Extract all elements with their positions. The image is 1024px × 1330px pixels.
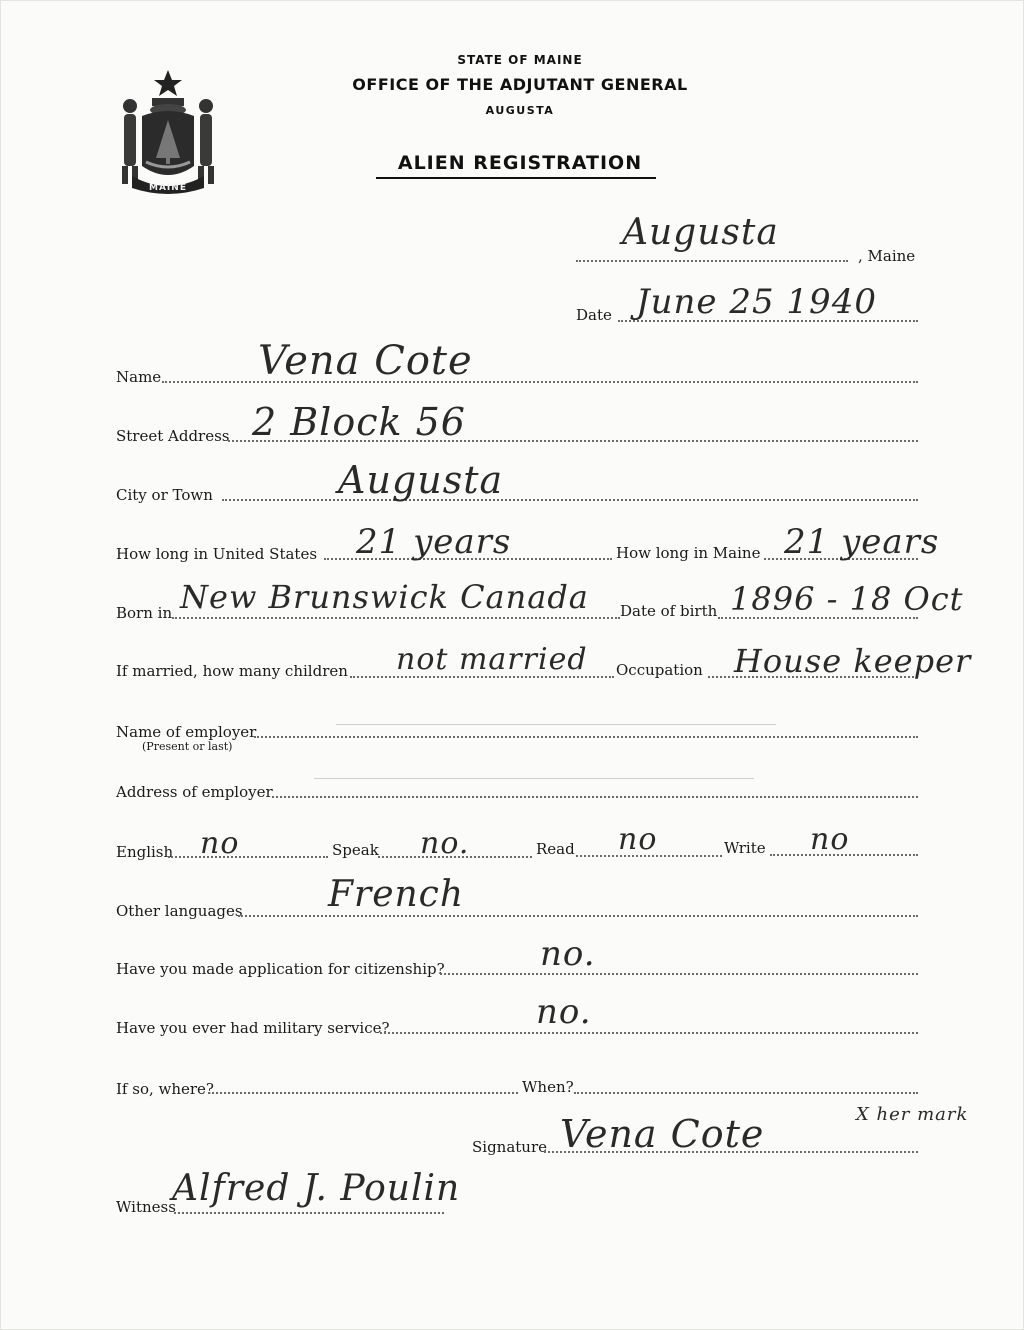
citizenship-label: Have you made application for citizenship?	[116, 960, 445, 978]
signature-label: Signature	[472, 1138, 548, 1156]
when-label: When?	[522, 1078, 574, 1096]
employer-sublabel: (Present or last)	[142, 740, 233, 753]
english-line	[168, 856, 328, 858]
header-office: OFFICE OF THE ADJUTANT GENERAL	[352, 75, 688, 94]
header-city: AUGUSTA	[485, 104, 555, 117]
header-state: STATE OF MAINE	[457, 53, 583, 67]
name-label: Name	[116, 368, 162, 386]
write-label: Write	[724, 839, 766, 857]
born-line	[172, 617, 620, 619]
title-underline	[376, 177, 656, 179]
write-value[interactable]: no	[810, 822, 850, 857]
speak-value[interactable]: no.	[420, 826, 470, 861]
employer-address-label: Address of employer	[116, 783, 273, 801]
city-value[interactable]: Augusta	[338, 458, 504, 502]
place-suffix: , Maine	[858, 247, 916, 265]
maine-duration-value[interactable]: 21 years	[784, 522, 940, 562]
military-line	[380, 1032, 918, 1034]
citizenship-value[interactable]: no.	[540, 934, 596, 974]
employer-line	[254, 736, 918, 738]
born-value[interactable]: New Brunswick Canada	[180, 578, 589, 616]
when-line[interactable]	[574, 1092, 918, 1094]
employer-label: Name of employer	[116, 723, 257, 741]
other-languages-label: Other languages	[116, 902, 243, 920]
us-duration-value[interactable]: 21 years	[356, 522, 512, 562]
witness-value[interactable]: Alfred J. Poulin	[172, 1168, 461, 1209]
read-label: Read	[536, 840, 575, 858]
children-value[interactable]: not married	[396, 642, 588, 677]
place-value[interactable]: Augusta	[622, 212, 779, 253]
military-label: Have you ever had military service?	[116, 1019, 390, 1037]
employer-faint-mark	[336, 724, 776, 725]
form-title: ALIEN REGISTRATION	[397, 152, 643, 174]
speak-label: Speak	[332, 841, 379, 859]
occupation-label: Occupation	[616, 661, 703, 679]
read-value[interactable]: no	[618, 822, 658, 857]
children-label: If married, how many children	[116, 662, 348, 680]
us-duration-label: How long in United States	[116, 545, 318, 563]
date-value[interactable]: June 25 1940	[636, 282, 877, 322]
place-line	[576, 260, 848, 262]
english-value[interactable]: no	[200, 826, 240, 861]
dob-label: Date of birth	[620, 602, 718, 620]
other-languages-line	[238, 915, 918, 917]
signature-value[interactable]: Vena Cote	[560, 1112, 765, 1156]
street-value[interactable]: 2 Block 56	[252, 400, 466, 444]
english-label: English	[116, 843, 174, 861]
citizenship-line	[440, 973, 918, 975]
city-label: City or Town	[116, 486, 213, 504]
where-line[interactable]	[208, 1092, 518, 1094]
city-line	[222, 499, 918, 501]
occupation-value[interactable]: House keeper	[734, 642, 972, 680]
maine-duration-label: How long in Maine	[616, 544, 761, 562]
employer-address-line	[272, 796, 918, 798]
street-label: Street Address	[116, 427, 230, 445]
employer-address-faint-mark	[314, 778, 754, 779]
witness-label: Witness	[116, 1198, 176, 1216]
seal-banner-text: MAINE	[149, 183, 187, 193]
signature-mark: X her mark	[856, 1104, 969, 1125]
dob-value[interactable]: 1896 - 18 Oct	[730, 580, 964, 618]
other-languages-value[interactable]: French	[328, 874, 465, 915]
date-label: Date	[576, 306, 612, 324]
state-seal-icon	[112, 66, 224, 196]
born-label: Born in	[116, 604, 173, 622]
military-value[interactable]: no.	[536, 992, 592, 1032]
name-value[interactable]: Vena Cote	[258, 338, 473, 384]
where-label: If so, where?	[116, 1080, 214, 1098]
witness-line	[174, 1212, 444, 1214]
